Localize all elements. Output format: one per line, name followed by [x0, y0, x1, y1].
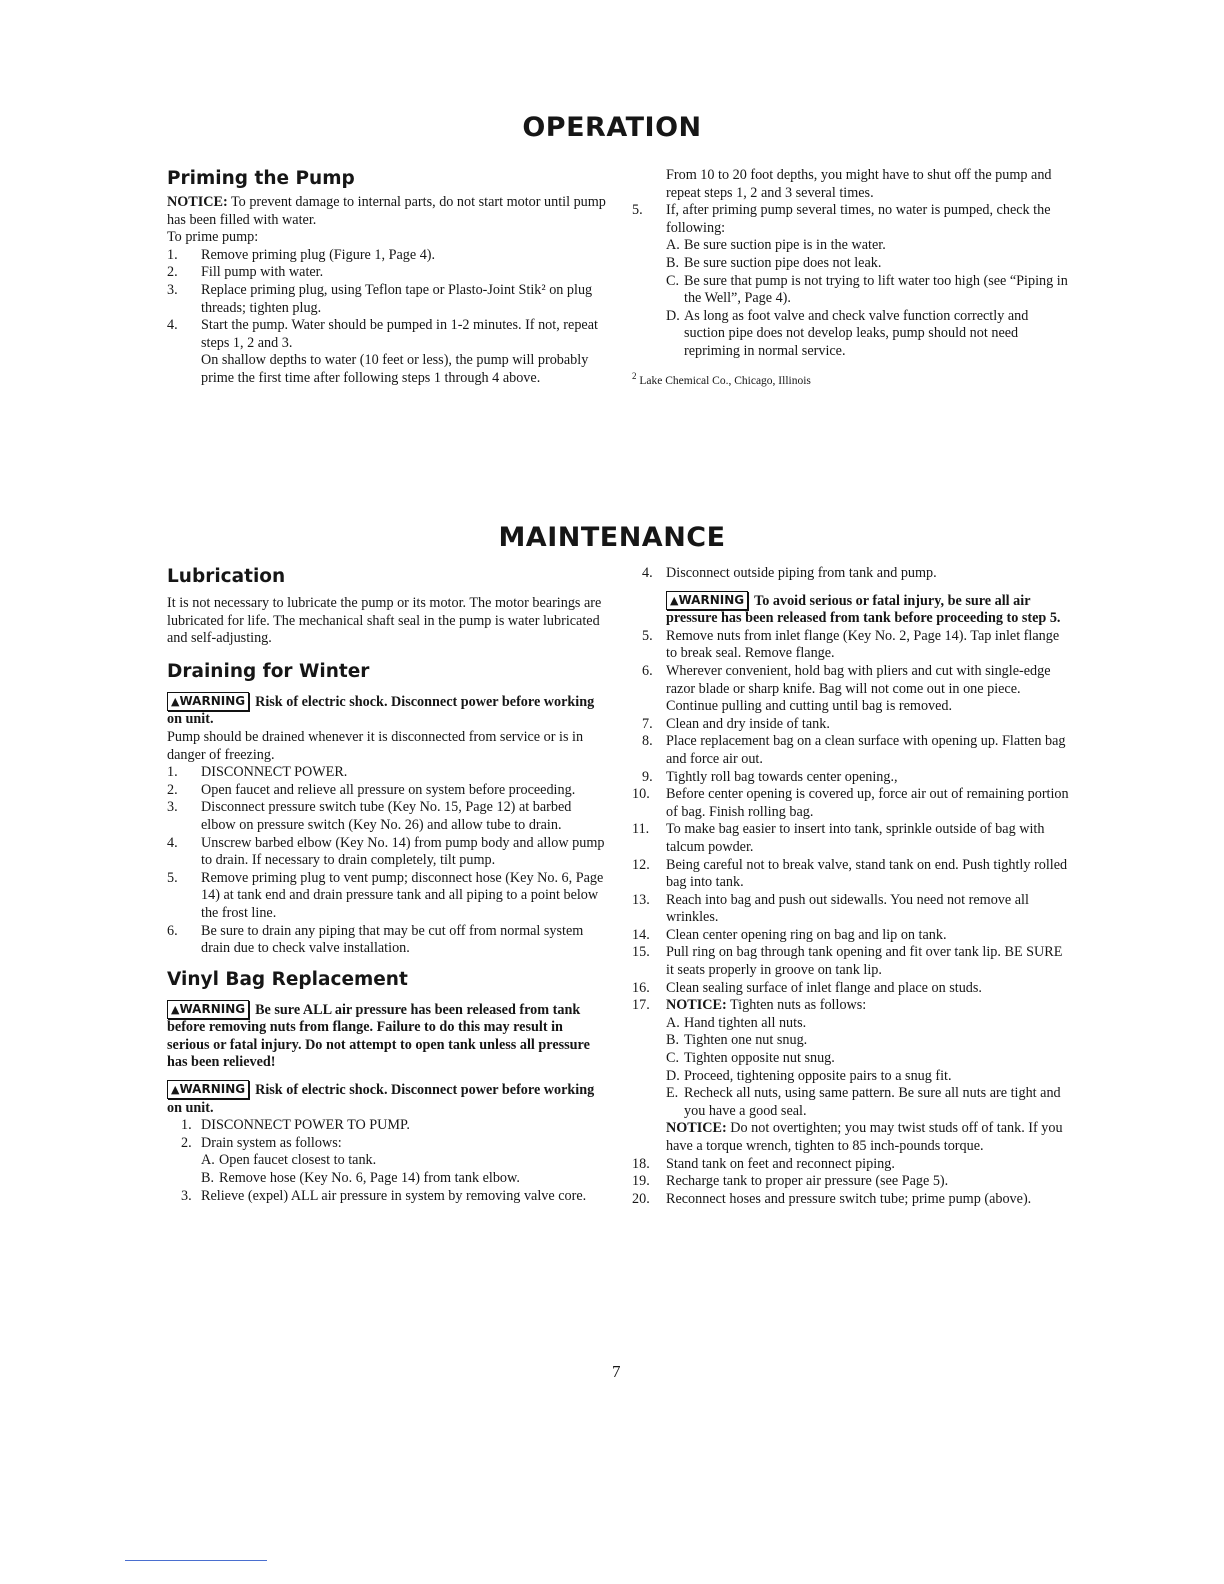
step-number: 1. — [167, 764, 178, 781]
check-letter: D. — [666, 307, 680, 324]
vinyl-step — [632, 663, 1072, 716]
step-number: 11. — [632, 821, 650, 838]
priming-step — [167, 282, 608, 317]
warning-badge-label: WARNING — [179, 693, 246, 708]
step-text: Being careful not to break valve, stand tank on end. Push tightly rolled bag into tank. — [666, 856, 1068, 891]
warning-badge — [167, 692, 249, 711]
vinyl-step — [632, 769, 1072, 787]
warning-badge — [167, 1000, 249, 1019]
warning-triangle-icon: ▲ — [171, 1002, 180, 1016]
vinyl-step — [632, 857, 1072, 892]
vinyl-step — [632, 892, 1072, 927]
vinyl-step — [167, 1188, 608, 1206]
step-number: 4. — [642, 565, 653, 581]
step-number: 17. — [632, 997, 650, 1014]
operation-title: OPERATION — [522, 112, 702, 143]
step-text: Disconnect outside piping from tank and pump. — [666, 565, 937, 581]
step-text: Fill pump with water. — [201, 264, 324, 281]
vinyl-step — [632, 927, 1072, 945]
maintenance-left-column — [167, 565, 608, 1205]
tighten-letter: A. — [666, 1014, 680, 1031]
vinyl-step — [632, 997, 1072, 1015]
tighten-item — [632, 1015, 1072, 1033]
step-text: Open faucet and relieve all pressure on system before proceeding. — [201, 781, 576, 798]
warning-badge — [666, 591, 748, 610]
check-text: Be sure suction pipe is in the water. — [684, 237, 886, 254]
shallow-note: On shallow depths to water (10 feet or less), the pump will probably prime the first time after following steps 1 through 4 above. — [201, 352, 589, 386]
check-item — [632, 237, 1072, 255]
step-number: 10. — [632, 786, 650, 803]
step-number: 3. — [167, 799, 178, 816]
priming-step — [167, 264, 608, 282]
drain-letter: B. — [201, 1170, 215, 1187]
step-text: Remove priming plug (Figure 1, Page 4). — [201, 246, 436, 263]
priming-step — [632, 202, 1072, 237]
vinyl-step — [632, 1156, 1072, 1174]
draining-step — [167, 923, 608, 958]
tighten-item — [632, 1085, 1072, 1120]
deep-note: From 10 to 20 foot depths, you might have to shut off the pump and repeat steps 1, 2 and 3 several times. — [666, 167, 1052, 201]
tighten-letter: B. — [666, 1032, 680, 1049]
warning-badge-label: WARNING — [678, 592, 745, 607]
vinyl-step — [632, 821, 1072, 856]
step-text: Clean and dry inside of tank. — [666, 715, 830, 732]
draining-step — [167, 870, 608, 923]
check-text: Be sure that pump is not trying to lift water too high (see “Piping in the Well”, Page 4). — [684, 272, 1068, 307]
tighten-letter: C. — [666, 1050, 680, 1067]
vinyl-warning-pressure — [167, 1000, 608, 1072]
vinyl-step — [632, 786, 1072, 821]
step-number: 9. — [642, 768, 653, 785]
notice-label: NOTICE: — [666, 997, 727, 1014]
priming-notice — [167, 194, 608, 229]
check-text: As long as foot valve and check valve function correctly and suction pipe does not develop leaks, pump should not need repriming in normal service. — [684, 307, 1029, 359]
drain-text: Open faucet closest to tank. — [219, 1152, 377, 1169]
notice-text: To prevent damage to internal parts, do not start motor until pump has been filled with water. — [167, 194, 606, 228]
step-text: Relieve (expel) ALL air pressure in system by removing valve core. — [201, 1187, 587, 1204]
notice-label: NOTICE: — [666, 1120, 727, 1137]
step-text: Recharge tank to proper air pressure (see Page 5). — [666, 1173, 949, 1190]
warning-triangle-icon: ▲ — [670, 593, 679, 607]
step-text: Tightly roll bag towards center opening., — [666, 768, 898, 785]
vinyl-warning-step5 — [632, 591, 1072, 628]
drain-item — [167, 1152, 608, 1170]
vinyl-step — [632, 733, 1072, 768]
step-text: To make bag easier to insert into tank, sprinkle outside of bag with talcum powder. — [666, 821, 1045, 855]
priming-heading: Priming the Pump — [167, 168, 355, 189]
torque-notice — [632, 1120, 1072, 1155]
step-number: 12. — [632, 856, 650, 873]
step-text: Remove nuts from inlet flange (Key No. 2, Page 14). Tap inlet flange to break seal. Remove flange. — [666, 627, 1060, 662]
warning-text: To avoid serious or fatal injury, be sure all air pressure has been released from tank before proceeding to step 5. — [666, 592, 1061, 627]
warning-text: Risk of electric shock. Disconnect power before working on unit. — [167, 1082, 595, 1116]
step-text: Before center opening is covered up, force air out of remaining portion of bag. Finish rolling bag. — [666, 786, 1069, 820]
step-text: Tighten nuts as follows: — [730, 997, 867, 1014]
vinyl-warning-shock — [167, 1080, 608, 1117]
tighten-letter: E. — [666, 1085, 679, 1102]
step-number: 2. — [167, 781, 178, 798]
warning-triangle-icon: ▲ — [171, 1083, 180, 1097]
step-number: 7. — [642, 715, 653, 732]
notice-text: Do not overtighten; you may twist studs off of tank. If you have a torque wrench, tighten to 85 inch-pounds torque. — [666, 1120, 1063, 1154]
tighten-text: Tighten one nut snug. — [684, 1032, 808, 1049]
step-number: 4. — [167, 834, 178, 851]
tighten-text: Hand tighten all nuts. — [684, 1014, 807, 1031]
tighten-text: Tighten opposite nut snug. — [684, 1050, 835, 1067]
check-letter: C. — [666, 272, 680, 289]
step-number: 8. — [642, 733, 653, 750]
step-text: Replace priming plug, using Teflon tape or Plasto-Joint Stik² on plug threads; tighten plug. — [201, 281, 593, 316]
step-text: Clean center opening ring on bag and lip on tank. — [666, 926, 947, 943]
maintenance-title: MAINTENANCE — [498, 522, 726, 553]
step-number: 6. — [642, 662, 653, 679]
check-item — [632, 273, 1072, 308]
tighten-item — [632, 1032, 1072, 1050]
vinyl-heading: Vinyl Bag Replacement — [167, 968, 408, 990]
step-number: 14. — [632, 926, 650, 943]
vinyl-step — [632, 1191, 1072, 1209]
warning-text: Be sure ALL air pressure has been released from tank before removing nuts from flange. Failure to do this may result in serious or fatal injury. Do not attempt to open tank unless all pressure has been relieved! — [167, 1001, 590, 1071]
priming-step — [167, 247, 608, 265]
step-number: 2. — [181, 1134, 192, 1151]
step-number: 15. — [632, 944, 650, 961]
drain-letter: A. — [201, 1152, 215, 1169]
step-number: 5. — [642, 627, 653, 644]
check-item — [632, 255, 1072, 273]
check-text: Be sure suction pipe does not leak. — [684, 254, 882, 271]
tighten-item — [632, 1068, 1072, 1086]
footnote — [632, 370, 1072, 391]
step-text: Be sure to drain any piping that may be cut off from normal system drain due to check valve installation. — [201, 922, 584, 957]
step-text: Reconnect hoses and pressure switch tube; prime pump (above). — [666, 1190, 1032, 1207]
step-number: 16. — [632, 979, 650, 996]
step-number: 1. — [181, 1117, 192, 1134]
footnote-text: Lake Chemical Co., Chicago, Illinois — [639, 374, 811, 387]
vinyl-step — [632, 565, 1072, 583]
step-text: Wherever convenient, hold bag with pliers and cut with single-edge razor blade or sharp knife. Bag will not come out in one piece. Continue pulling and cutting until bag is removed. — [666, 662, 1051, 715]
drain-text: Remove hose (Key No. 6, Page 14) from tank elbow. — [219, 1170, 520, 1187]
tighten-text: Recheck all nuts, using same pattern. Be sure all nuts are tight and you have a good seal. — [684, 1085, 1061, 1119]
step-text: Reach into bag and push out sidewalls. You need not remove all wrinkles. — [666, 891, 1029, 926]
warning-badge-label: WARNING — [179, 1001, 246, 1016]
vinyl-step — [632, 1173, 1072, 1191]
vinyl-step — [632, 716, 1072, 734]
lubrication-heading: Lubrication — [167, 566, 286, 587]
footnote-mark: 2 — [632, 370, 637, 381]
draining-heading: Draining for Winter — [167, 660, 370, 682]
notice-label: NOTICE: — [167, 194, 228, 210]
draining-step — [167, 835, 608, 870]
check-item — [632, 308, 1072, 361]
step-number: 3. — [167, 281, 178, 298]
step-number: 19. — [632, 1173, 650, 1190]
warning-badge — [167, 1080, 249, 1099]
step-text: Place replacement bag on a clean surface with opening up. Flatten bag and force air out. — [666, 733, 1066, 767]
tighten-letter: D. — [666, 1067, 680, 1084]
step-text: Pull ring on bag through tank opening and fit over tank lip. BE SURE it seats properly in groove on tank lip. — [666, 944, 1063, 979]
step-number: 6. — [167, 922, 178, 939]
draining-step — [167, 782, 608, 800]
vinyl-step — [632, 944, 1072, 979]
step-number: 1. — [167, 246, 178, 263]
step-text: Unscrew barbed elbow (Key No. 14) from pump body and allow pump to drain. If necessary to drain completely, tilt pump. — [201, 834, 605, 869]
step-number: 2. — [167, 264, 178, 281]
scan-edge-line — [125, 1560, 267, 1561]
step-text: Remove priming plug to vent pump; disconnect hose (Key No. 6, Page 14) at tank end and drain pressure tank and all piping to a point below the frost line. — [201, 869, 604, 921]
operation-right-column — [632, 167, 1072, 390]
step-number: 20. — [632, 1190, 650, 1207]
page-number: 7 — [612, 1362, 621, 1381]
check-letter: B. — [666, 254, 680, 271]
step-text: DISCONNECT POWER. — [201, 764, 348, 781]
step-number: 5. — [632, 202, 643, 219]
lubrication-text: It is not necessary to lubricate the pump or its motor. The motor bearings are lubricated for life. The mechanical shaft seal in the pump is water lubricated and self-adjusting. — [167, 595, 602, 647]
step-text: Stand tank on feet and reconnect piping. — [666, 1155, 895, 1172]
check-letter: A. — [666, 237, 680, 254]
draining-intro: Pump should be drained whenever it is disconnected from service or is in danger of freezing. — [167, 728, 584, 763]
vinyl-step — [167, 1135, 608, 1153]
step-number: 13. — [632, 891, 650, 908]
vinyl-step — [632, 980, 1072, 998]
warning-triangle-icon: ▲ — [171, 694, 180, 708]
draining-warning — [167, 692, 608, 729]
step-text: DISCONNECT POWER TO PUMP. — [201, 1117, 410, 1134]
tighten-item — [632, 1050, 1072, 1068]
priming-step — [167, 317, 608, 352]
tighten-text: Proceed, tightening opposite pairs to a snug fit. — [684, 1067, 952, 1084]
vinyl-step — [167, 1117, 608, 1135]
draining-step — [167, 764, 608, 782]
step-text: Drain system as follows: — [201, 1134, 342, 1151]
vinyl-step — [632, 628, 1072, 663]
step-number: 4. — [167, 317, 178, 334]
draining-step — [167, 799, 608, 834]
step-text: Disconnect pressure switch tube (Key No. 15, Page 12) at barbed elbow on pressure switch (Key No. 26) and allow tube to drain. — [201, 799, 572, 833]
drain-item — [167, 1170, 608, 1188]
step-text: If, after priming pump several times, no water is pumped, check the following: — [666, 202, 1051, 236]
step-number: 3. — [181, 1187, 192, 1204]
maintenance-right-column — [632, 565, 1072, 1208]
step-number: 5. — [167, 869, 178, 886]
priming-intro: To prime pump: — [167, 229, 259, 246]
step-text: Clean sealing surface of inlet flange and place on studs. — [666, 979, 982, 996]
warning-badge-label: WARNING — [179, 1082, 246, 1097]
warning-text: Risk of electric shock. Disconnect power before working on unit. — [167, 693, 595, 728]
step-text: Start the pump. Water should be pumped in 1-2 minutes. If not, repeat steps 1, 2 and 3. — [201, 317, 598, 351]
step-number: 18. — [632, 1155, 650, 1172]
operation-left-column — [167, 167, 608, 388]
